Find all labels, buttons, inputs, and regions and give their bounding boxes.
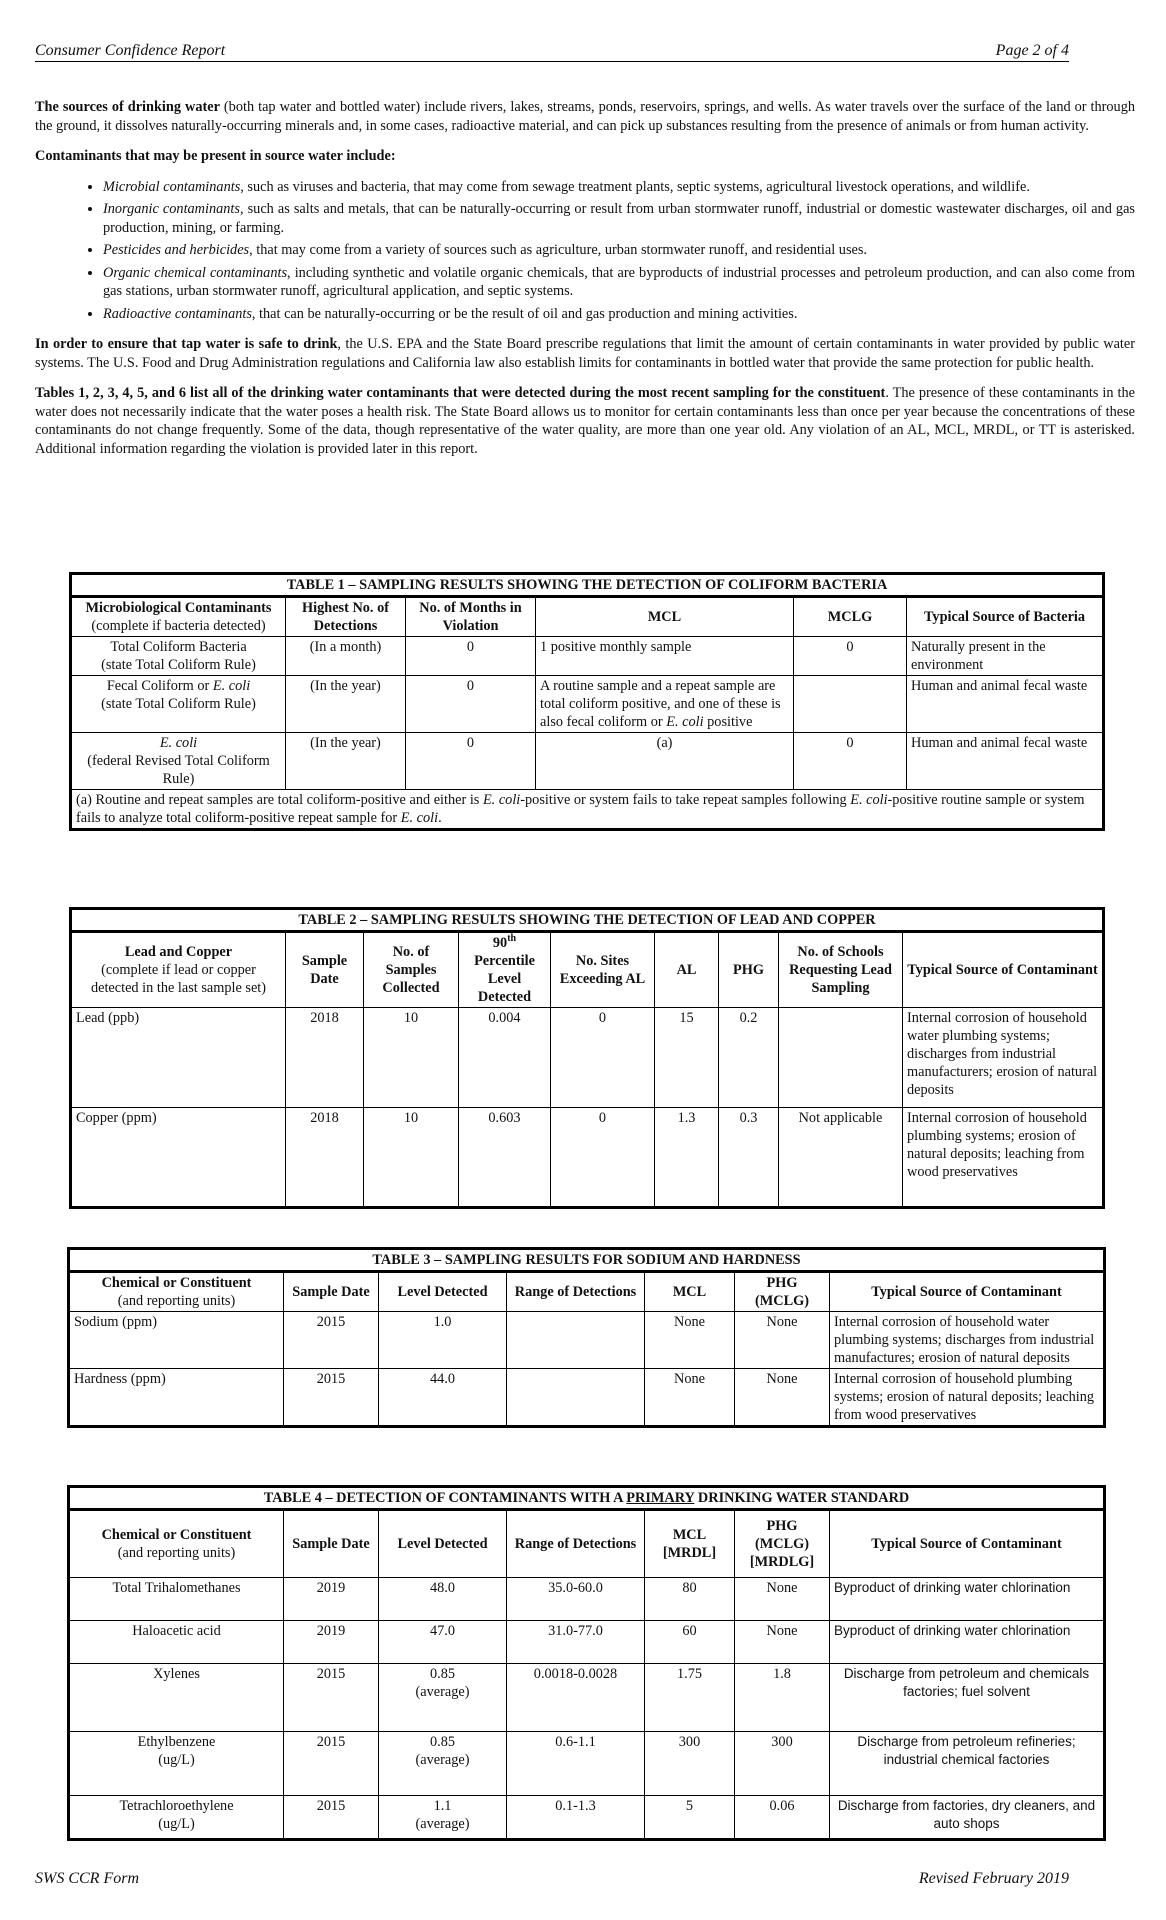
table-2-title: TABLE 2 – SAMPLING RESULTS SHOWING THE DETECTION OF LEAD AND COPPER <box>71 909 1104 932</box>
table-4-title: TABLE 4 – DETECTION OF CONTAMINANTS WITH A PRIMARY DRINKING WATER STANDARD <box>69 1487 1105 1510</box>
table-2-lead-copper <box>69 907 1105 1209</box>
table-1-title: TABLE 1 – SAMPLING RESULTS SHOWING THE DETECTION OF COLIFORM BACTERIA <box>71 574 1104 597</box>
table-3-title: TABLE 3 – SAMPLING RESULTS FOR SODIUM AND HARDNESS <box>69 1249 1105 1272</box>
safe-paragraph: In order to ensure that tap water is safe to drink, the U.S. EPA and the State Board prescribe regulations that limit the amount of certain contaminants in water provided by public water systems. The U.S. Food and Drug Administration regulations and California law also establish limits for contaminants in bottled water that provide the same protection for public health. <box>35 336 1136 371</box>
table-1-coliform <box>69 572 1105 831</box>
table-row: E. coli (federal Revised Total Coliform Rule) (In the year) 0 (a) 0 Human and animal fecal waste <box>71 733 1104 790</box>
table-4-primary-standard <box>67 1485 1106 1841</box>
page-header <box>35 42 1069 62</box>
table-1-header: Microbiological Contaminants (complete if bacteria detected) Highest No. of Detections No. of Months in Violation MCL MCLG Typical Source of Bacteria <box>71 597 1104 637</box>
list-item: • Organic chemical contaminants, including synthetic and volatile organic chemicals, that are byproducts of industrial processes and petroleum production, and can also come from gas stations, urban stormwater runoff, agricultural application, and septic systems. <box>103 264 1135 301</box>
footer-revision: Revised February 2019 <box>918 1870 1069 1887</box>
table-row: Haloacetic acid 2019 47.0 31.0-77.0 60 None Byproduct of drinking water chlorination <box>69 1621 1105 1664</box>
table-1-footnote: (a) Routine and repeat samples are total coliform-positive and either is E. coli-positive or system fails to take repeat samples following E. coli-positive routine sample or system fails to analyze total coliform-positive repeat sample for E. coli. <box>71 790 1104 830</box>
list-item: • Microbial contaminants, such as viruses and bacteria, that may come from sewage treatment plants, septic systems, agricultural livestock operations, and wildlife. <box>103 178 1135 197</box>
table-row: Tetrachloroethylene (ug/L) 2015 1.1 (average) 0.1-1.3 5 0.06 Discharge from factories, dry cleaners, and auto shops <box>69 1796 1105 1840</box>
table-row: Ethylbenzene (ug/L) 2015 0.85 (average) 0.6-1.1 300 300 Discharge from petroleum refineries; industrial chemical factories <box>69 1732 1105 1796</box>
page-footer <box>35 1870 1069 1888</box>
contaminants-heading: Contaminants that may be present in source water include: <box>35 148 396 164</box>
table-3-sodium-hardness <box>67 1247 1106 1428</box>
list-item: • Inorganic contaminants, such as salts and metals, that can be naturally-occurring or result from urban stormwater runoff, industrial or domestic wastewater discharges, oil and gas production, mining, or farming. <box>103 200 1135 237</box>
list-item: • Radioactive contaminants, that can be naturally-occurring or be the result of oil and gas production and mining activities. <box>103 305 1135 324</box>
table-3-header: Chemical or Constituent (and reporting units) Sample Date Level Detected Range of Detections MCL PHG (MCLG) Typical Source of Contaminant <box>69 1272 1105 1312</box>
footer-form-name: SWS CCR Form <box>35 1870 139 1887</box>
table-row: Lead (ppb) 2018 10 0.004 0 15 0.2 Internal corrosion of household water plumbing systems; discharges from industrial manufacturers; erosion of natural deposits <box>71 1008 1104 1108</box>
table-row: Total Trihalomethanes 2019 48.0 35.0-60.0 80 None Byproduct of drinking water chlorination <box>69 1578 1105 1621</box>
header-title: Consumer Confidence Report <box>35 42 226 59</box>
contaminant-list <box>35 178 1135 324</box>
table-row: Copper (ppm) 2018 10 0.603 0 1.3 0.3 Not applicable Internal corrosion of household plumbing systems; erosion of natural deposits; leaching from wood preservatives <box>71 1108 1104 1208</box>
table-row: Total Coliform Bacteria (state Total Coliform Rule) (In a month) 0 1 positive monthly sample 0 Naturally present in the environment <box>71 637 1104 676</box>
table-row: Xylenes 2015 0.85 (average) 0.0018-0.0028 1.75 1.8 Discharge from petroleum and chemicals factories; fuel solvent <box>69 1664 1105 1732</box>
page-number: Page 2 of 4 <box>995 42 1069 59</box>
table-4-header: Chemical or Constituent (and reporting units) Sample Date Level Detected Range of Detections MCL [MRDL] PHG (MCLG) [MRDLG] Typical Source of Contaminant <box>69 1510 1105 1578</box>
table-row: Sodium (ppm) 2015 1.0 None None Internal corrosion of household water plumbing systems; discharges from industrial manufactures; erosion of natural deposits <box>69 1312 1105 1369</box>
list-item: • Pesticides and herbicides, that may come from a variety of sources such as agriculture, urban stormwater runoff, and residential uses. <box>103 241 1135 260</box>
table-row: Hardness (ppm) 2015 44.0 None None Internal corrosion of household plumbing systems; erosion of natural deposits; leaching from wood preservatives <box>69 1369 1105 1427</box>
table-row: Fecal Coliform or E. coli (state Total Coliform Rule) (In the year) 0 A routine sample and a repeat sample are total coliform positive, and one of these is also fecal coliform or E. coli positive Human and animal fecal waste <box>71 676 1104 733</box>
intro-text <box>35 98 1135 470</box>
sources-paragraph: The sources of drinking water (both tap water and bottled water) include rivers, lakes, streams, ponds, reservoirs, springs, and wells. As water travels over the surface of the land or through the ground, it dissolves naturally-occurring minerals and, in some cases, radioactive material, and can pick up substances resulting from the presence of animals or from human activity. <box>35 99 1135 134</box>
tables-paragraph: Tables 1, 2, 3, 4, 5, and 6 list all of the drinking water contaminants that were detected during the most recent sampling for the constituent. The presence of these contaminants in the water does not necessarily indicate that the water poses a health risk. The State Board allows us to monitor for certain contaminants less than once per year because the concentrations of these contaminants do not change frequently. Some of the data, though representative of the water quality, are more than one year old. Any violation of an AL, MCL, MRDL, or TT is asterisked. Additional information regarding the violation is provided later in this report. <box>35 385 1135 457</box>
table-2-header: Lead and Copper (complete if lead or copper detected in the last sample set) Sample Date No. of Samples Collected 90th Percentile Level Detected No. Sites Exceeding AL AL PHG No. of Schools Requesting Lead Sampling Typical Source of Contaminant <box>71 932 1104 1008</box>
